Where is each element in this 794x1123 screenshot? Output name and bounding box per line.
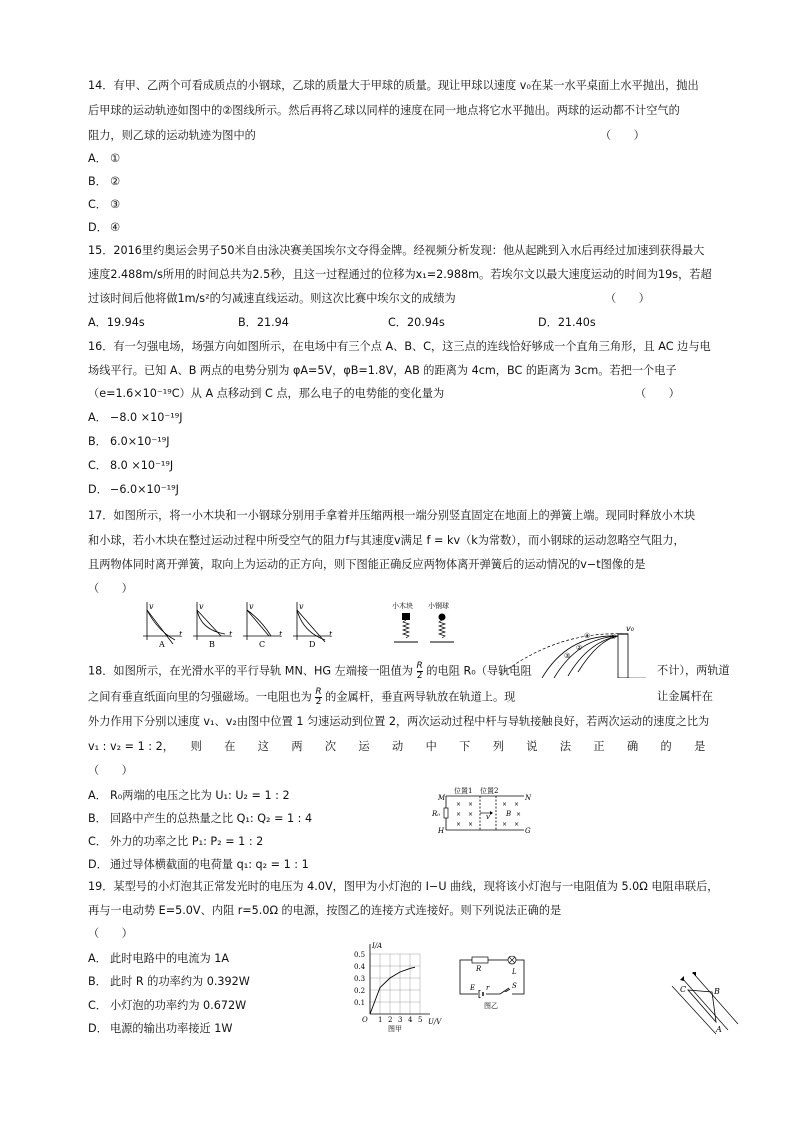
iu-ytick: 0.1 [354, 999, 366, 1007]
q18-line1-a: 18．如图所示，在光滑水平的平行导轨 MN、HG 左端接一阻值为 [88, 664, 417, 678]
q19-circuit-figure [456, 956, 534, 1014]
circuit-e: E [470, 984, 476, 992]
option-text: 此时 R 的功率约为 0.392W [110, 975, 250, 988]
option-label: A． [88, 952, 107, 965]
q15-line1: 15．2016里约奥运会男子50米自由泳决赛美国埃尔文夺得金牌。经视频分析发现：他从起跳到入水后再经过加速到获得最大 [88, 244, 705, 257]
svg-text:×: × [468, 801, 474, 808]
option-label: C． [388, 316, 407, 329]
q18-line2-b: 的金属杆，垂直两导轨放在轨道上。现 [321, 690, 516, 704]
iu-ytick: 0.3 [354, 975, 366, 983]
svg-text:×: × [514, 821, 520, 828]
option-text: 此时电路中的电流为 1A [110, 952, 230, 965]
option-label: A． [88, 789, 107, 802]
pos1-label: 位置1 [454, 787, 473, 795]
option-label: B． [88, 435, 107, 448]
label-v: v [486, 813, 490, 821]
circuit-small-r: r [486, 984, 490, 992]
option-label: C． [88, 198, 107, 211]
option-label: A． [88, 316, 107, 329]
option-text: 6.0×10⁻¹⁹J [110, 435, 170, 448]
q16-line2: 场线平行。已知 A、B 两点的电势分别为 φA=5V，φB=1.8V，AB 的距离为 4cm，BC 的距离为 3cm。若把一个电子 [88, 364, 677, 377]
steel-ball [439, 614, 446, 621]
axis-v: v [299, 602, 304, 611]
q18-line1-c: 不计），两轨道 [657, 664, 730, 677]
iu-origin: O [362, 1016, 368, 1024]
circuit-caption: 图乙 [484, 1002, 498, 1010]
q19-line1: 19．某型号的小灯泡其正常发光时的电压为 4.0V，图甲为小灯泡的 I−U 曲线，现将该小灯泡与一电阻值为 5.0Ω 电阻串联后， [88, 880, 719, 893]
table-edge [618, 634, 628, 678]
wood-block [402, 613, 410, 620]
triangle-abc [688, 990, 716, 1022]
label-g: G [525, 827, 531, 835]
circuit-r: R [476, 965, 482, 973]
q18-line2-c: 让金属杆在 [657, 690, 713, 703]
q14-option-a [88, 150, 120, 166]
option-text: 20.94s [407, 316, 445, 329]
svg-text:×: × [468, 821, 474, 828]
axis-v: v [249, 602, 254, 611]
circuit-s: S [512, 982, 517, 990]
axis-t: t [279, 630, 283, 639]
q17-vt-graphs [135, 600, 335, 648]
q16-option-c [88, 457, 173, 473]
svg-text:×: × [456, 811, 462, 818]
option-label: D． [538, 316, 558, 329]
option-label: B． [88, 812, 107, 825]
q17-line3: 且两物体同时离开弹簧，取向上为运动的正方向，则下图能正确反应两物体离开弹簧后的运动情况的v−t图像的是 [88, 558, 646, 571]
label-c: C [680, 985, 687, 994]
option-text: ② [110, 175, 121, 188]
graph-label: A [159, 640, 165, 648]
iu-xtick: 5 [418, 1016, 423, 1024]
q15-line2: 速度2.488m/s所用的时间总共为2.5秒，且这一过程通过的位移为x₁=2.988m。若埃尔文以最大速度运动的时间为19s，若超 [88, 268, 712, 281]
iu-xtick: 4 [408, 1016, 413, 1024]
q16-option-a [88, 409, 183, 425]
q18-line1 [88, 662, 532, 681]
ball-label: 小钢球 [428, 602, 449, 610]
vt-graph-c [243, 602, 283, 648]
option-label: A． [88, 411, 107, 424]
option-label: C． [88, 999, 107, 1012]
q14-line2: 后甲球的运动轨迹如图中的②图线所示。然后再将乙球以同样的速度在同一地点将它水平抛出。两球的运动都不计空气的 [88, 104, 680, 117]
option-label: B． [88, 975, 107, 988]
axis-v: v [199, 602, 204, 611]
q18-line4: v₁ : v₂ = 1 : 2， 则 在 这 两 次 运 动 中 下 列 说 法 正 确 的 是 [88, 740, 706, 753]
q14-answer-paren: （ ） [600, 129, 645, 142]
iu-xtick: 2 [388, 1016, 393, 1024]
svg-text:×: × [514, 801, 520, 808]
frac-den: 2 [315, 697, 322, 707]
option-text: −8.0 ×10⁻¹⁹J [110, 411, 183, 424]
q19-option-a [88, 950, 229, 966]
graph-label: C [259, 640, 266, 648]
q15-option-b [238, 314, 388, 330]
traj-label-3: ③ [564, 652, 571, 660]
q19-iu-graph [348, 940, 448, 1032]
q16-answer-paren: （ ） [635, 387, 680, 400]
svg-text:×: × [468, 811, 474, 818]
iu-ytick: 0.5 [354, 951, 366, 959]
axis-t: t [329, 630, 333, 639]
q18-line2 [88, 688, 515, 707]
q19-answer-paren: （ ） [88, 927, 133, 940]
svg-text:×: × [502, 821, 508, 828]
option-label: A． [88, 152, 107, 165]
resistor-r [472, 957, 488, 963]
q16-option-b [88, 433, 170, 449]
option-text: 电源的输出功率接近 1W [110, 1022, 233, 1035]
option-label: B． [88, 175, 107, 188]
q18-line1-b: 的电阻 R₀（导轨电阻 [422, 664, 532, 678]
axis-v: v [149, 602, 154, 611]
q17-answer-paren: （ ） [88, 582, 133, 595]
q19-option-b [88, 973, 250, 989]
vt-graph-d [293, 602, 333, 648]
traj-label-4: ④ [584, 632, 591, 640]
vt-graph-a [143, 602, 183, 648]
q19-line2: 再与一电动势 E=5.0V、内阻 r=5.0Ω 的电源，按图乙的连接方式连接好。则下列说法正确的是 [88, 904, 562, 917]
option-label: C． [88, 459, 107, 472]
graph-label: B [209, 640, 215, 648]
q19-option-d [88, 1020, 232, 1036]
q16-line1: 16．有一匀强电场，场强方向如图所示，在电场中有三个点 A、B、C，这三点的连线恰好够成一个直角三角形，且 AC 边与电 [88, 340, 711, 353]
spring-left [403, 620, 409, 638]
option-label: D． [88, 221, 108, 234]
traj-label-1: ① [610, 633, 617, 641]
q15-option-c [388, 314, 538, 330]
q19-option-c [88, 997, 246, 1013]
label-m: M [438, 794, 446, 802]
svg-text:×: × [502, 801, 508, 808]
q18-answer-paren: （ ） [88, 764, 133, 777]
q18-option-c [88, 833, 263, 849]
svg-text:×: × [516, 811, 522, 818]
q16-field-figure [670, 972, 742, 1036]
iu-grid [370, 954, 420, 1014]
svg-text:×: × [456, 821, 462, 828]
traj-v0: v₀ [626, 624, 634, 633]
q18-option-b [88, 810, 312, 826]
iu-caption: 图甲 [388, 1025, 402, 1032]
q17-springs-figure [390, 599, 470, 647]
iu-xtick: 1 [378, 1016, 383, 1024]
iu-ytick: 0.4 [354, 963, 366, 971]
q15-options [88, 314, 688, 330]
q14-option-d [88, 219, 120, 235]
option-label: D． [88, 483, 108, 496]
resistor-r0 [444, 808, 448, 818]
option-label: D． [88, 858, 108, 871]
circuit-l: L [512, 968, 517, 976]
label-a: A [716, 1025, 722, 1034]
q14-line3: 阻力，则乙球的运动轨迹为图中的 [88, 129, 256, 142]
frac-num: R [315, 687, 322, 697]
q16-option-d [88, 481, 179, 497]
option-text: ④ [110, 221, 121, 234]
q18-rail-figure [432, 786, 532, 836]
graph-label: D [309, 640, 316, 648]
axis-t: t [229, 630, 233, 639]
q15-option-a [88, 314, 238, 330]
option-text: ① [110, 152, 121, 165]
q15-line3: 过该时间后他将做1m/s²的匀减速直线运动。则这次比赛中埃尔文的成绩为 [88, 292, 456, 305]
option-text: 21.94 [256, 316, 289, 329]
label-r0: R₀ [432, 810, 441, 818]
vt-graph-b [193, 602, 233, 648]
option-text: 19.94s [106, 316, 145, 329]
option-text: −6.0×10⁻¹⁹J [110, 483, 179, 496]
q14-option-c [88, 196, 120, 212]
axis-t: t [179, 630, 183, 639]
iu-xlabel: U/V [428, 1018, 442, 1026]
option-label: C． [88, 835, 107, 848]
q18-line2-a: 之间有垂直纸面向里的匀强磁场。一电阻也为 [88, 690, 316, 704]
option-text: 外力的功率之比 P₁: P₂ = 1 : 2 [110, 835, 264, 848]
pos2-label: 位置2 [480, 787, 499, 795]
spring-right [439, 620, 445, 638]
q17-line1: 17．如图所示，将一小木块和一小钢球分别用手拿着并压缩两根一端分别竖直固定在地面上的弹簧上端。现同时释放小木块 [88, 509, 696, 522]
q14-option-b [88, 173, 120, 189]
q18-line3: 外力作用下分别以速度 v₁、v₂由图中位置 1 匀速运动到位置 2，两次运动过程中杆与导轨接触良好，若两次运动的速度之比为 [88, 715, 710, 728]
option-text: 通过导体横截面的电荷量 q₁: q₂ = 1 : 1 [110, 858, 309, 871]
iu-xtick: 3 [398, 1016, 403, 1024]
label-b: B [714, 987, 720, 996]
iu-ylabel: I/A [372, 942, 383, 950]
option-text: R₀两端的电压之比为 U₁: U₂ = 1 : 2 [110, 789, 290, 802]
label-n: N [525, 794, 532, 802]
frac-num: R [416, 661, 423, 671]
q14-line1: 14．有甲、乙两个可看成质点的小钢球，乙球的质量大于甲球的质量。现让甲球以速度 v₀在某一水平桌面上水平抛出，抛出 [88, 79, 699, 92]
option-label: D． [88, 1022, 108, 1035]
option-text: 21.40s [557, 316, 596, 329]
option-label: B． [238, 316, 257, 329]
q18-option-d [88, 856, 309, 872]
q16-line3: （e=1.6×10⁻¹⁹C）从 A 点移动到 C 点，那么电子的电势能的变化量为 [88, 387, 445, 400]
traj-label-2: ② [576, 644, 583, 652]
option-text: ③ [110, 198, 121, 211]
block-label: 小木块 [392, 602, 413, 610]
frac-den: 2 [416, 671, 423, 681]
iu-ytick: 0.2 [354, 987, 366, 995]
option-text: 8.0 ×10⁻¹⁹J [110, 459, 174, 472]
q15-option-d [538, 314, 688, 330]
svg-text:×: × [456, 801, 462, 808]
iu-curve [370, 967, 415, 1014]
label-h: H [438, 827, 445, 835]
option-text: 小灯泡的功率约为 0.672W [110, 999, 247, 1012]
label-b: B [506, 810, 512, 818]
q18-option-a [88, 787, 290, 803]
q17-line2: 和小球，若小木块在整过运动过程中所受空气的阻力f与其速度v满足 f = kv（k为常数），而小钢球的运动忽略空气阻力， [88, 534, 685, 547]
q15-answer-paren: （ ） [605, 292, 650, 305]
option-text: 回路中产生的总热量之比 Q₁: Q₂ = 1 : 4 [110, 812, 313, 825]
